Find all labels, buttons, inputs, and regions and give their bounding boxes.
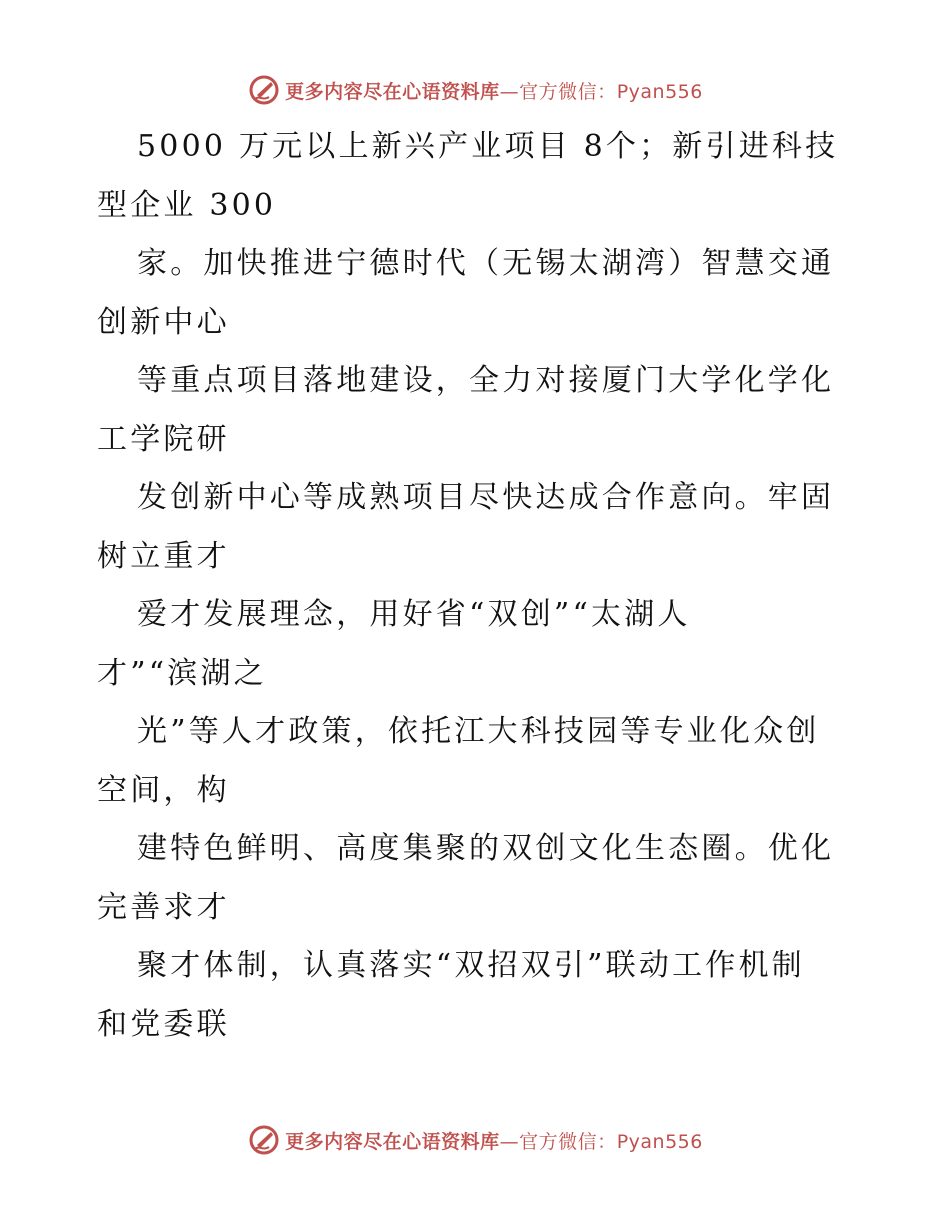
body-line: 家。加快推进宁德时代（无锡太湖湾）智慧交通	[137, 246, 835, 281]
body-line: 5000 万元以上新兴产业项目 8个；新引进科技	[137, 129, 839, 164]
banner-text	[285, 77, 703, 104]
banner-text	[285, 1127, 703, 1154]
body-line: 爱才发展理念，用好省“双创”“太湖人	[137, 597, 691, 632]
footer-banner	[0, 1120, 950, 1160]
body-line: 聚才体制，认真落实“双招双引”联动工作机制	[137, 948, 805, 983]
body-line: 才”“滨湖之	[97, 655, 267, 691]
body-line: 和党委联	[97, 1006, 230, 1042]
document-body	[97, 118, 867, 1054]
brand-logo-icon	[247, 1123, 281, 1157]
body-line: 创新中心	[97, 304, 230, 340]
banner-official-label: 官方微信：	[519, 80, 617, 103]
banner-official-label: 官方微信：	[519, 1130, 617, 1153]
body-line: 空间，构	[97, 772, 230, 808]
banner-wechat-id: Pyan556	[616, 80, 703, 103]
body-line: 发创新中心等成熟项目尽快达成合作意向。牢固	[137, 480, 835, 515]
banner-title: 更多内容尽在心语资料库	[285, 1130, 500, 1153]
banner-dash: —	[499, 1130, 520, 1153]
brand-logo-icon	[247, 73, 281, 107]
body-line: 光”等人才政策，依托江大科技园等专业化众创	[137, 714, 820, 749]
banner-dash: —	[499, 80, 520, 103]
header-banner	[0, 70, 950, 110]
body-line: 工学院研	[97, 421, 230, 457]
body-line: 建特色鲜明、高度集聚的双创文化生态圈。优化	[137, 831, 835, 866]
body-line: 等重点项目落地建设，全力对接厦门大学化学化	[137, 363, 835, 398]
body-line: 完善求才	[97, 889, 230, 925]
body-line: 型企业 300	[97, 187, 277, 223]
banner-title: 更多内容尽在心语资料库	[285, 80, 500, 103]
banner-wechat-id: Pyan556	[616, 1130, 703, 1153]
body-line: 树立重才	[97, 538, 230, 574]
